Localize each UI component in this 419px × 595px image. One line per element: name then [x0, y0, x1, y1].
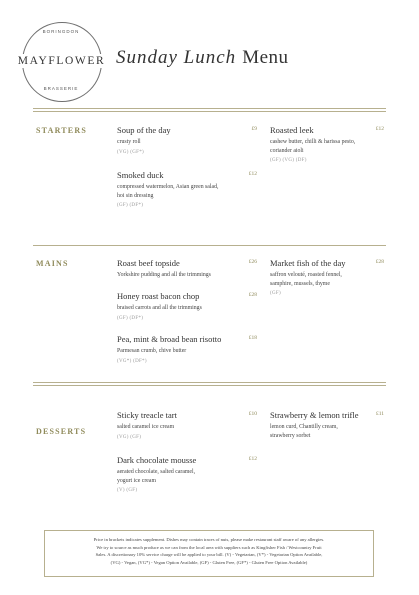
item-price: £12	[248, 171, 257, 177]
item-name: Sticky treacle tart	[117, 410, 177, 420]
item-dietary: (VG) (GF*)	[117, 149, 145, 155]
item-description: crusty roll	[117, 139, 141, 145]
item-description: saffron velouté, roasted fennel, samphire, mussels, thyme	[270, 272, 342, 287]
item-price: £11	[375, 411, 384, 417]
menu-item	[117, 455, 257, 495]
item-name: Smoked duck	[117, 170, 164, 180]
item-dietary: (GF)	[270, 291, 281, 296]
section-label-mains: MAINS	[36, 259, 69, 268]
page-title	[116, 47, 289, 69]
menu-item	[270, 258, 384, 298]
footer-notice	[44, 530, 374, 577]
footer-line: We try to source as much produce as we can from the local area with suppliers such as Kingfisher Fish / Westcountry Fruit	[96, 544, 322, 550]
item-dietary: (VG) (GF)	[117, 434, 142, 440]
top-divider	[33, 108, 386, 112]
item-price: £28	[375, 259, 384, 265]
item-name: Strawberry & lemon trifle	[270, 410, 359, 420]
item-name: Soup of the day	[117, 125, 171, 135]
item-price: £18	[248, 335, 257, 341]
item-name: Roast beef topside	[117, 258, 180, 268]
logo-name: MAYFLOWER	[14, 54, 109, 68]
item-price: £26	[248, 259, 257, 265]
menu-item	[270, 410, 384, 440]
menu-item	[117, 258, 257, 280]
item-price: £10	[248, 411, 257, 417]
item-price: £28	[248, 292, 257, 298]
menu-item	[270, 125, 384, 165]
menu-item	[117, 334, 257, 366]
section-label-starters: STARTERS	[36, 126, 87, 135]
item-description: cashew butter, chilli & harissa pesto, coriander aioli	[270, 139, 356, 154]
item-description: compressed watermelon, Asian green salad, hoi sin dressing	[117, 184, 219, 199]
item-price: £9	[251, 126, 257, 132]
divider-starters-mains	[33, 245, 386, 246]
title-plain: Menu	[242, 47, 289, 68]
item-name: Roasted leek	[270, 125, 314, 135]
logo-top-text: BORINGDON	[42, 29, 80, 34]
brand-logo	[14, 22, 106, 110]
item-dietary: (V) (GF)	[117, 488, 138, 493]
footer-line: Sales. A discretionary 10% service charge will be applied to your bill. (V) - Vegetarian, (V*) - Vegetarian Option Available,	[95, 552, 323, 558]
title-italic: Sunday Lunch	[116, 47, 237, 68]
item-dietary: (GF) (VG) (DF)	[270, 158, 307, 163]
item-price: £12	[375, 126, 384, 132]
menu-item	[117, 170, 257, 210]
item-name: Honey roast bacon chop	[117, 291, 200, 301]
menu-item	[117, 410, 257, 442]
item-price: £12	[248, 456, 257, 462]
item-description: Parmesan crumb, chive butter	[117, 348, 187, 354]
item-description: lemon curd, Chantilly cream, strawberry sorbet	[270, 424, 338, 439]
item-name: Pea, mint & broad bean risotto	[117, 334, 222, 344]
item-name: Dark chocolate mousse	[117, 455, 197, 465]
item-dietary: (VG*) (DF*)	[117, 358, 147, 364]
item-description: salted caramel ice cream	[117, 424, 175, 430]
section-label-desserts: DESSERTS	[36, 427, 87, 436]
item-dietary: (GF) (DF*)	[117, 203, 144, 208]
logo-bottom-text: BRASSERIE	[43, 86, 79, 91]
item-name: Market fish of the day	[270, 258, 346, 268]
item-description: Yorkshire pudding and all the trimmings	[117, 272, 211, 278]
menu-item	[117, 125, 257, 157]
footer-line: Price in brackets indicates supplement. Dishes may contain traces of nuts, please make restaurant staff aware of any allergies.	[93, 537, 325, 542]
item-description: braised carrots and all the trimmings	[117, 305, 202, 311]
divider-mains-desserts	[33, 382, 386, 386]
menu-item	[117, 291, 257, 323]
item-description: aerated chocolate, salted caramel, yogurt ice cream	[117, 469, 196, 484]
item-dietary: (GF) (DF*)	[117, 315, 144, 321]
footer-line: (VG) - Vegan, (VG*) - Vegan Option Available, (GF) - Gluten Free, (GF*) - Gluten Free Option Available)	[110, 559, 308, 565]
